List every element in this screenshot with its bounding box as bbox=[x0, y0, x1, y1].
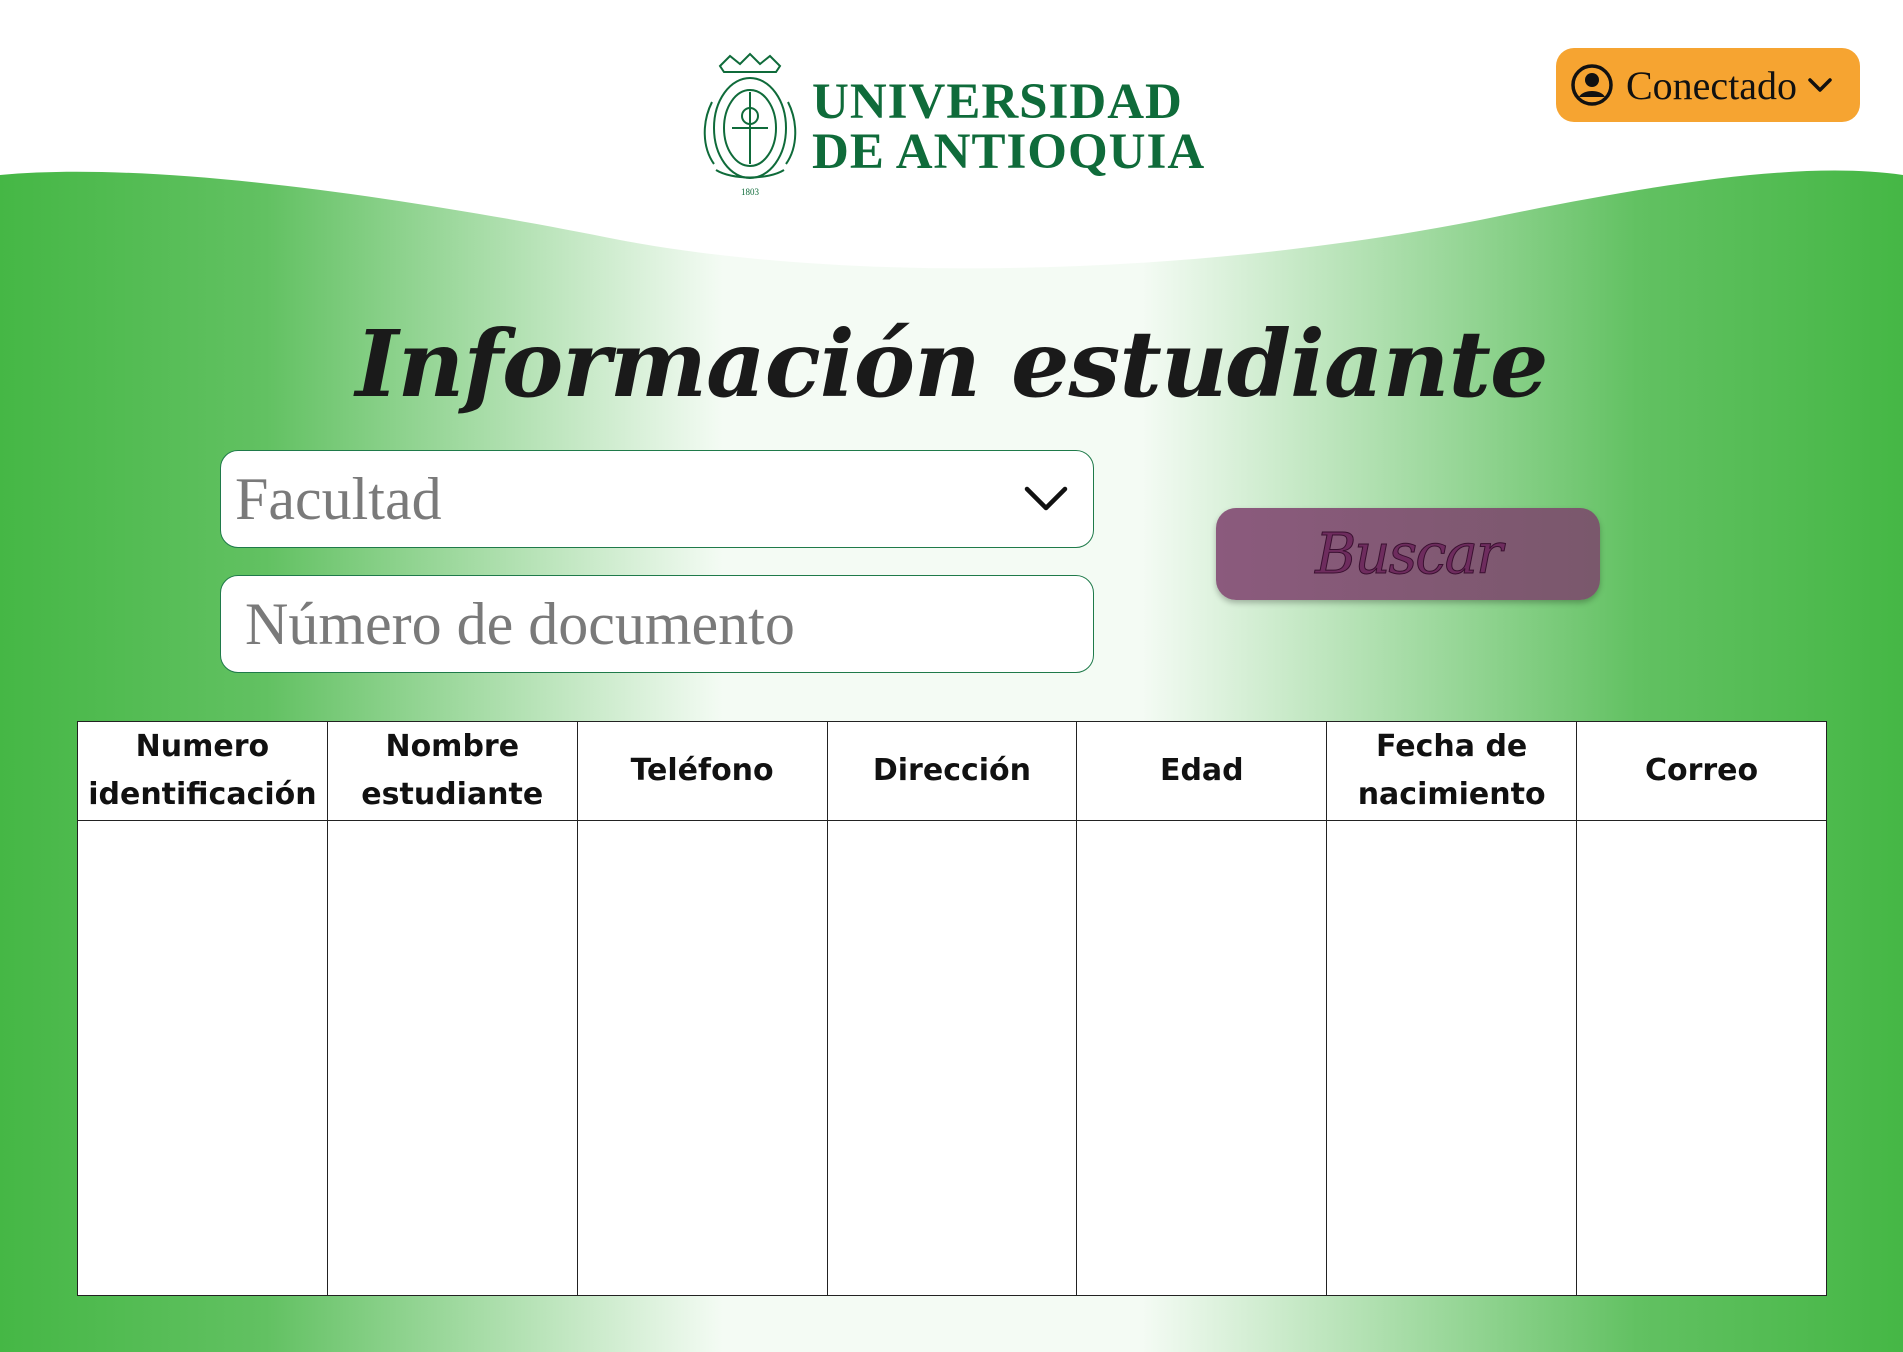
column-header-line: Correo bbox=[1644, 753, 1759, 788]
table-cell bbox=[1577, 821, 1827, 1296]
document-number-placeholder: Número de documento bbox=[245, 590, 795, 657]
chevron-down-icon bbox=[1805, 70, 1835, 100]
document-number-input[interactable] bbox=[220, 575, 1094, 673]
university-name bbox=[812, 74, 1206, 180]
table-header-row bbox=[78, 722, 1827, 821]
column-header-line: estudiante bbox=[361, 777, 544, 812]
column-header-line: Nombre bbox=[385, 729, 520, 764]
column-header-line: identificación bbox=[88, 777, 317, 812]
column-header[interactable] bbox=[327, 722, 577, 821]
column-header-line: Fecha de bbox=[1376, 729, 1528, 764]
column-header[interactable] bbox=[1577, 722, 1827, 821]
column-header[interactable] bbox=[577, 722, 827, 821]
table-cell bbox=[577, 821, 827, 1296]
column-header-line: Dirección bbox=[872, 753, 1032, 788]
column-header-line: Edad bbox=[1159, 753, 1244, 788]
column-header-line: Numero bbox=[135, 729, 270, 764]
column-header[interactable] bbox=[1077, 722, 1327, 821]
table-cell bbox=[1327, 821, 1577, 1296]
crest-year: 1803 bbox=[741, 187, 759, 197]
table-cell bbox=[78, 821, 328, 1296]
students-table bbox=[77, 721, 1827, 1296]
table-row bbox=[78, 821, 1827, 1296]
column-header[interactable] bbox=[78, 722, 328, 821]
column-header[interactable] bbox=[1327, 722, 1577, 821]
table-cell bbox=[1077, 821, 1327, 1296]
logo-line-2: DE ANTIOQUIA bbox=[812, 124, 1206, 180]
faculty-select[interactable] bbox=[220, 450, 1094, 548]
user-circle-icon bbox=[1570, 63, 1614, 107]
faculty-select-placeholder: Facultad bbox=[235, 465, 442, 532]
chevron-down-icon[interactable] bbox=[1023, 479, 1069, 519]
table-cell bbox=[327, 821, 577, 1296]
search-button[interactable]: Buscar bbox=[1216, 508, 1600, 600]
column-header[interactable] bbox=[827, 722, 1077, 821]
crest-icon bbox=[702, 52, 798, 202]
column-header-line: Teléfono bbox=[630, 753, 774, 788]
user-menu-label: Conectado bbox=[1626, 62, 1798, 108]
table-cell bbox=[827, 821, 1077, 1296]
page-title: Información estudiante bbox=[355, 310, 1548, 418]
university-logo bbox=[702, 52, 1205, 202]
column-header-line: nacimiento bbox=[1357, 777, 1546, 812]
user-menu-button[interactable] bbox=[1556, 48, 1860, 122]
logo-line-1: UNIVERSIDAD bbox=[812, 74, 1183, 130]
